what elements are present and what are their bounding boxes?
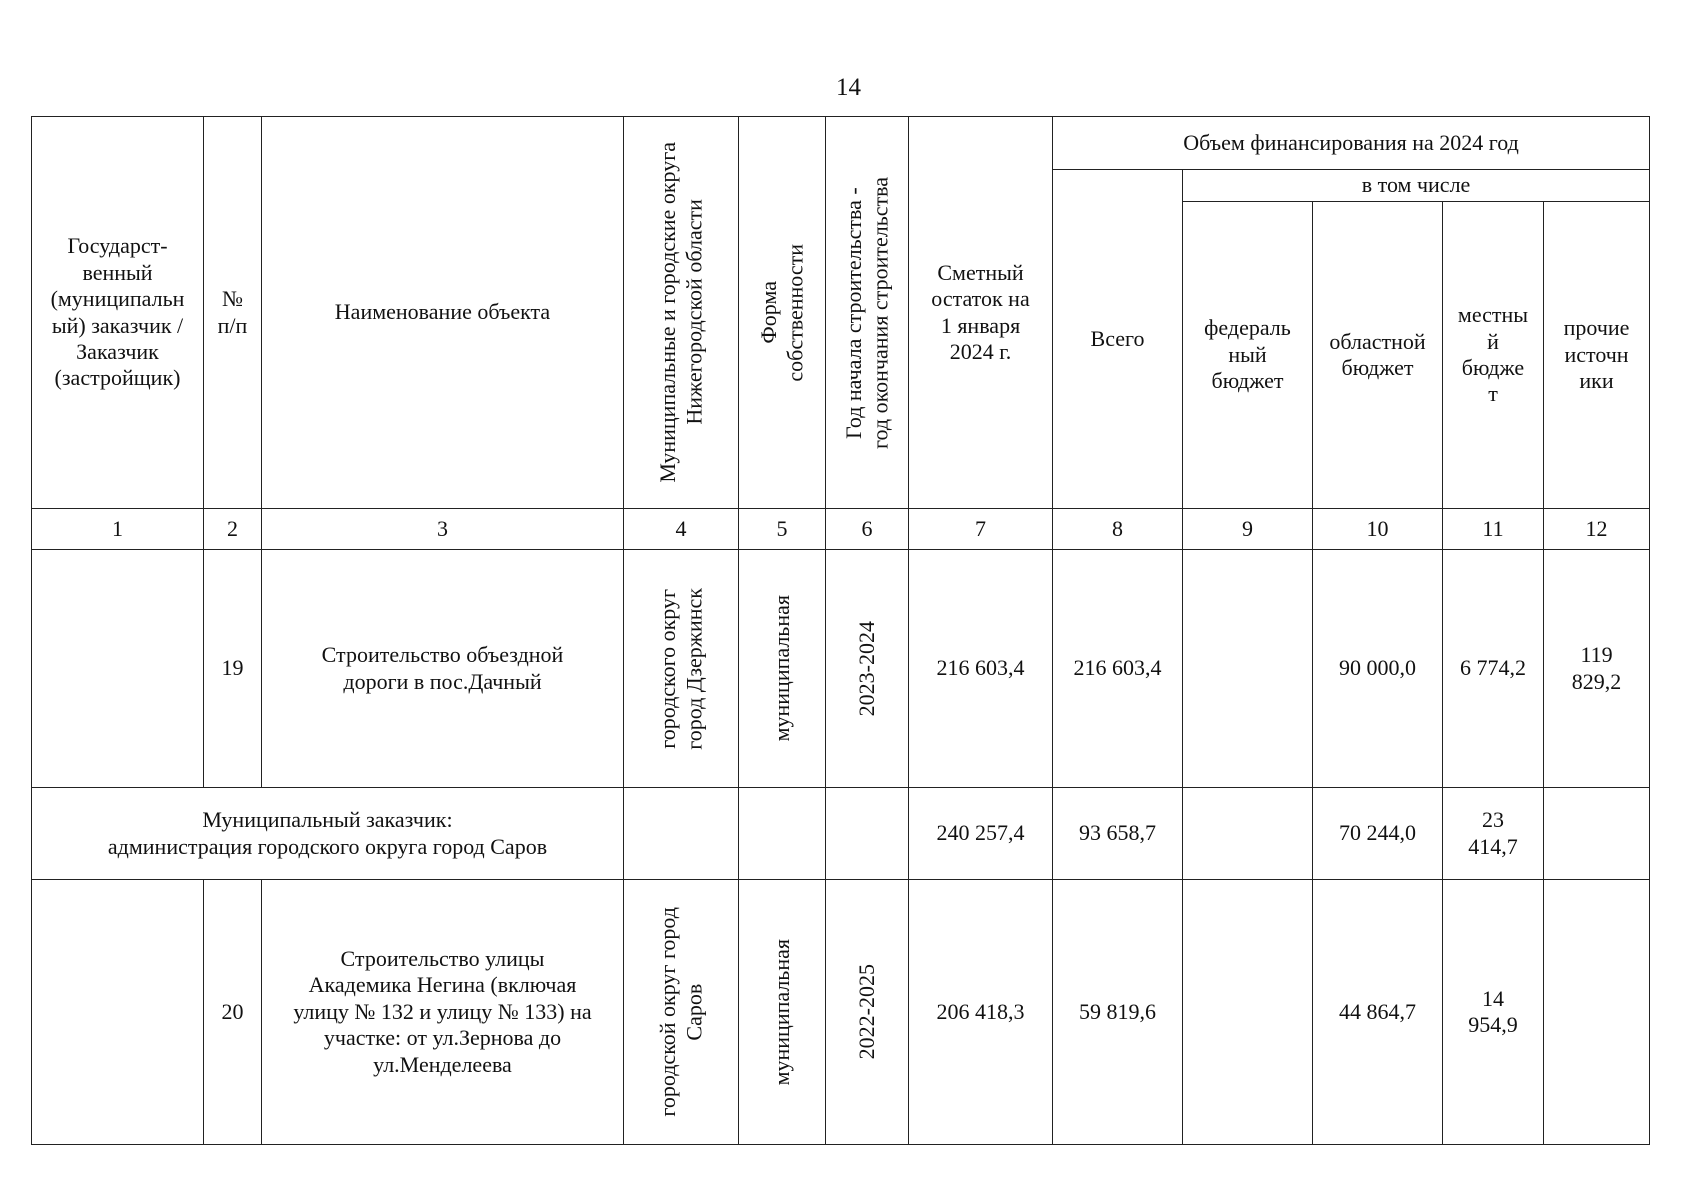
header-municipalities: Муниципальные и городские округа Нижегородской области bbox=[624, 117, 739, 509]
row-number: 19 bbox=[204, 550, 262, 788]
column-number: 2 bbox=[204, 509, 262, 550]
header-years: Год начала строительства - год окончания строительства bbox=[826, 117, 909, 509]
page-number: 14 bbox=[836, 74, 861, 101]
header-total: Всего bbox=[1053, 170, 1183, 509]
row-federal bbox=[1183, 550, 1313, 788]
column-number: 3 bbox=[262, 509, 624, 550]
header-customer: Государст- венный (муниципальн ый) заказчик / Заказчик (застройщик) bbox=[32, 117, 204, 509]
row-estimate: 216 603,4 bbox=[909, 550, 1053, 788]
header-object-name: Наименование объекта bbox=[262, 117, 624, 509]
row-other: 119 829,2 bbox=[1544, 550, 1650, 788]
column-number: 12 bbox=[1544, 509, 1650, 550]
header-including: в том числе bbox=[1183, 170, 1650, 202]
table-row bbox=[32, 880, 1650, 1145]
customer-group-other bbox=[1544, 788, 1650, 880]
column-number: 8 bbox=[1053, 509, 1183, 550]
table-row bbox=[32, 550, 1650, 788]
row-ownership: муниципальная bbox=[739, 880, 826, 1145]
column-number: 6 bbox=[826, 509, 909, 550]
row-object-name: Строительство объездной дороги в пос.Дачный bbox=[262, 550, 624, 788]
row-customer-cell bbox=[32, 880, 204, 1145]
customer-group-local: 23 414,7 bbox=[1443, 788, 1544, 880]
customer-group-total: 93 658,7 bbox=[1053, 788, 1183, 880]
row-total: 59 819,6 bbox=[1053, 880, 1183, 1145]
row-years: 2022-2025 bbox=[826, 880, 909, 1145]
row-total: 216 603,4 bbox=[1053, 550, 1183, 788]
customer-group-federal bbox=[1183, 788, 1313, 880]
customer-group-estimate: 240 257,4 bbox=[909, 788, 1053, 880]
column-number: 7 bbox=[909, 509, 1053, 550]
row-customer-cell bbox=[32, 550, 204, 788]
row-local: 14 954,9 bbox=[1443, 880, 1544, 1145]
row-ownership: муниципальная bbox=[739, 550, 826, 788]
financing-table bbox=[31, 116, 1650, 1145]
column-number: 11 bbox=[1443, 509, 1544, 550]
customer-group-regional: 70 244,0 bbox=[1313, 788, 1443, 880]
header-ownership: Форма собственности bbox=[739, 117, 826, 509]
row-estimate: 206 418,3 bbox=[909, 880, 1053, 1145]
header-estimate: Сметный остаток на 1 января 2024 г. bbox=[909, 117, 1053, 509]
row-regional: 44 864,7 bbox=[1313, 880, 1443, 1145]
header-other: прочие источн ики bbox=[1544, 202, 1650, 509]
header-local: местны й бюдже т bbox=[1443, 202, 1544, 509]
customer-group-label: Муниципальный заказчик: администрация городского округа город Саров bbox=[32, 788, 624, 880]
row-federal bbox=[1183, 880, 1313, 1145]
row-regional: 90 000,0 bbox=[1313, 550, 1443, 788]
row-municipality: городской округ город Саров bbox=[624, 880, 739, 1145]
customer-group-ownership bbox=[739, 788, 826, 880]
row-number: 20 bbox=[204, 880, 262, 1145]
customer-group-years bbox=[826, 788, 909, 880]
column-number: 1 bbox=[32, 509, 204, 550]
column-number: 10 bbox=[1313, 509, 1443, 550]
header-number: № п/п bbox=[204, 117, 262, 509]
column-number: 9 bbox=[1183, 509, 1313, 550]
row-municipality: городского округ город Дзержинск bbox=[624, 550, 739, 788]
row-local: 6 774,2 bbox=[1443, 550, 1544, 788]
row-other bbox=[1544, 880, 1650, 1145]
header-regional: областной бюджет bbox=[1313, 202, 1443, 509]
column-numbers-row bbox=[32, 509, 1650, 550]
column-number: 4 bbox=[624, 509, 739, 550]
row-object-name: Строительство улицы Академика Негина (включая улицу № 132 и улицу № 133) на участке: от ул.Зернова до ул.Менделеева bbox=[262, 880, 624, 1145]
row-years: 2023-2024 bbox=[826, 550, 909, 788]
customer-group-municipality bbox=[624, 788, 739, 880]
customer-group-row bbox=[32, 788, 1650, 880]
column-number: 5 bbox=[739, 509, 826, 550]
header-financing: Объем финансирования на 2024 год bbox=[1053, 117, 1650, 170]
header-federal: федераль ный бюджет bbox=[1183, 202, 1313, 509]
